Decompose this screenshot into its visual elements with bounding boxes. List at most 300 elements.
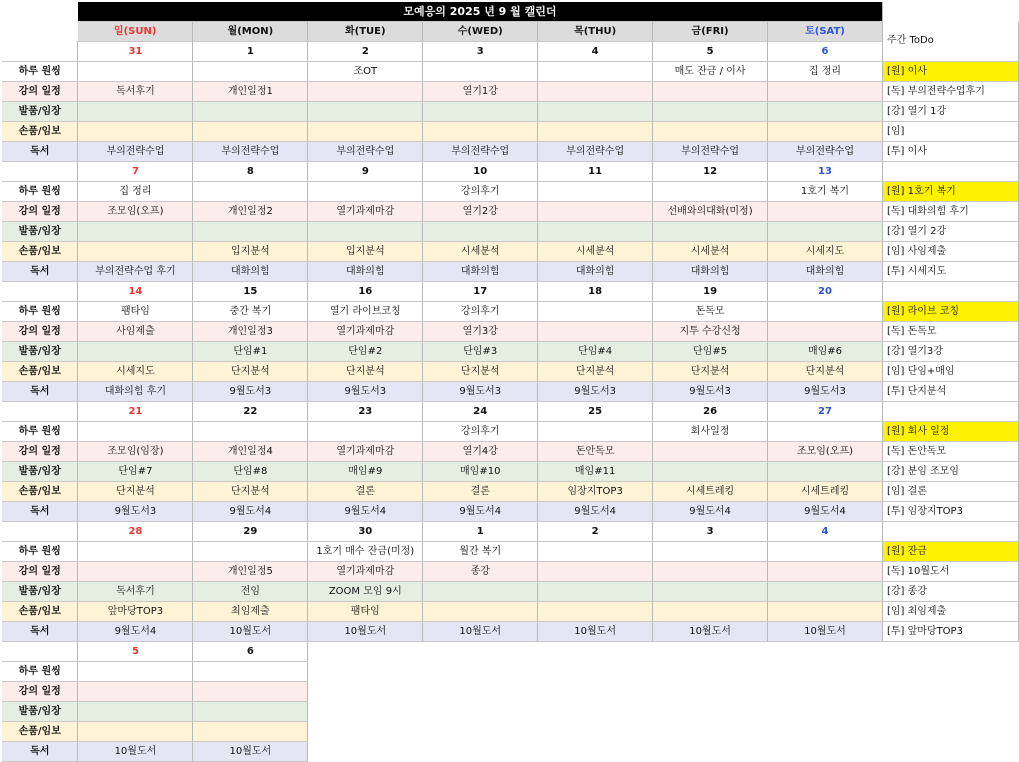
date-row-label	[2, 402, 78, 422]
calendar-cell[interactable]: 선배와의대화(미정)	[653, 202, 768, 222]
calendar-cell[interactable]	[423, 602, 538, 622]
calendar-cell[interactable]	[653, 462, 768, 482]
calendar-cell[interactable]: 9월도서3	[193, 382, 308, 402]
calendar-cell[interactable]	[653, 182, 768, 202]
calendar-cell[interactable]: 열기 라이브코칭	[308, 302, 423, 322]
weekly-todo-highlight[interactable]: [원] 1호기 복기	[882, 182, 1018, 202]
calendar-cell[interactable]: 시세지도	[768, 242, 883, 262]
calendar-cell[interactable]	[193, 702, 308, 722]
calendar-cell[interactable]: 단지분석	[193, 482, 308, 502]
calendar-cell[interactable]	[538, 582, 653, 602]
date-cell[interactable]: 19	[653, 282, 768, 302]
calendar-table	[2, 2, 1019, 762]
row-label: 발품/임장	[2, 102, 78, 122]
calendar-cell[interactable]: 단지분석	[308, 362, 423, 382]
calendar-cell[interactable]: 1호기 복기	[768, 182, 883, 202]
weekly-todo-item[interactable]: [임] 사임제출	[882, 242, 1018, 262]
calendar-cell[interactable]: 부의전략수업	[78, 142, 193, 162]
weekly-todo-item[interactable]: [투] 단지분석	[882, 382, 1018, 402]
calendar-cell[interactable]: 팸타임	[78, 302, 193, 322]
calendar-cell[interactable]	[653, 222, 768, 242]
calendar-cell[interactable]: 결론	[423, 482, 538, 502]
calendar-cell[interactable]: 단지분석	[768, 362, 883, 382]
calendar-cell[interactable]: 부의전략수업	[193, 142, 308, 162]
calendar-cell[interactable]: 9월도서3	[308, 382, 423, 402]
calendar-cell[interactable]	[768, 302, 883, 322]
calendar-cell[interactable]	[78, 662, 193, 682]
calendar-cell[interactable]: 대화의힘	[308, 262, 423, 282]
calendar-cell[interactable]: ZOOM 모임 9시	[308, 582, 423, 602]
calendar-cell[interactable]	[308, 82, 423, 102]
todo-spacer	[882, 282, 1018, 302]
calendar-cell[interactable]	[78, 562, 193, 582]
row-label: 독서	[2, 502, 78, 522]
calendar-cell[interactable]: 시세분석	[538, 242, 653, 262]
row-label: 하루 원씽	[2, 542, 78, 562]
weekly-todo-item[interactable]: [강] 열기 2강	[882, 222, 1018, 242]
calendar-cell[interactable]: 단지분석	[538, 362, 653, 382]
date-cell[interactable]: 17	[423, 282, 538, 302]
calendar-cell[interactable]: 대화의힘	[193, 262, 308, 282]
row-label: 강의 일정	[2, 82, 78, 102]
weekly-todo-item[interactable]: [투] 시세지도	[882, 262, 1018, 282]
calendar-cell[interactable]	[538, 602, 653, 622]
calendar-cell[interactable]	[768, 602, 883, 622]
calendar-cell[interactable]	[193, 662, 308, 682]
weekly-todo-item[interactable]: [강] 분임 조모임	[882, 462, 1018, 482]
date-cell[interactable]: 2	[308, 42, 423, 62]
calendar-cell[interactable]	[768, 422, 883, 442]
calendar-cell[interactable]: 부의전략수업	[538, 142, 653, 162]
calendar-cell[interactable]	[538, 422, 653, 442]
calendar-cell[interactable]	[423, 102, 538, 122]
calendar-cell[interactable]	[193, 62, 308, 82]
calendar-cell[interactable]	[653, 542, 768, 562]
calendar-cell[interactable]: 부의전략수업 후기	[78, 262, 193, 282]
calendar-cell[interactable]: 개인일정1	[193, 82, 308, 102]
date-row-label	[2, 162, 78, 182]
row-label: 독서	[2, 742, 78, 762]
calendar-cell[interactable]	[768, 122, 883, 142]
calendar-cell[interactable]: 시세분석	[423, 242, 538, 262]
weekly-todo-item[interactable]: [투] 이사	[882, 142, 1018, 162]
date-cell[interactable]: 31	[78, 42, 193, 62]
calendar-cell[interactable]	[768, 562, 883, 582]
calendar-cell[interactable]	[768, 462, 883, 482]
calendar-cell[interactable]: 조모임(오프)	[768, 442, 883, 462]
calendar-cell[interactable]: 열기2강	[423, 202, 538, 222]
row-label: 하루 원씽	[2, 302, 78, 322]
row-label: 손품/임보	[2, 722, 78, 742]
weekday-header: 금(FRI)	[653, 22, 768, 42]
date-cell[interactable]: 4	[768, 522, 883, 542]
calendar-cell[interactable]	[78, 122, 193, 142]
calendar-cell[interactable]: 9월도서4	[193, 502, 308, 522]
calendar-cell[interactable]	[78, 682, 193, 702]
todo-spacer	[882, 162, 1018, 182]
calendar-cell[interactable]	[653, 562, 768, 582]
calendar-cell[interactable]	[538, 542, 653, 562]
date-cell[interactable]: 6	[193, 642, 308, 662]
calendar-cell[interactable]: 열기1강	[423, 82, 538, 102]
calendar-cell[interactable]: 종강	[423, 562, 538, 582]
calendar-cell[interactable]: 10월도서	[768, 622, 883, 642]
weekly-todo-highlight[interactable]: [원] 잔금	[882, 542, 1018, 562]
calendar-cell[interactable]	[193, 422, 308, 442]
calendar-cell[interactable]: 월간 복기	[423, 542, 538, 562]
corner-blank-right	[882, 2, 1018, 22]
calendar-cell[interactable]	[423, 122, 538, 142]
calendar-cell[interactable]: 입지분석	[308, 242, 423, 262]
calendar-cell[interactable]	[538, 202, 653, 222]
weekly-todo-item[interactable]: [임]	[882, 122, 1018, 142]
weekly-todo-item[interactable]: [임] 단임+매임	[882, 362, 1018, 382]
row-label: 손품/임보	[2, 242, 78, 262]
calendar-cell[interactable]: 회사일정	[653, 422, 768, 442]
calendar-cell[interactable]	[653, 122, 768, 142]
calendar-cell[interactable]	[538, 82, 653, 102]
date-cell[interactable]: 6	[768, 42, 883, 62]
row-label: 하루 원씽	[2, 182, 78, 202]
calendar-cell[interactable]: 단임#1	[193, 342, 308, 362]
calendar-cell[interactable]: 사임제출	[78, 322, 193, 342]
calendar-cell[interactable]: 단지분석	[193, 362, 308, 382]
calendar-cell[interactable]: 부의전략수업	[653, 142, 768, 162]
date-cell[interactable]: 10	[423, 162, 538, 182]
calendar-cell[interactable]: 앞마당TOP3	[78, 602, 193, 622]
calendar-cell[interactable]: 독서후기	[78, 82, 193, 102]
calendar-cell[interactable]: 지투 수강신청	[653, 322, 768, 342]
calendar-cell[interactable]	[768, 542, 883, 562]
calendar-cell[interactable]: 조OT	[308, 62, 423, 82]
calendar-cell[interactable]: 임장지TOP3	[538, 482, 653, 502]
calendar-cell[interactable]	[193, 542, 308, 562]
calendar-cell[interactable]: 열기4강	[423, 442, 538, 462]
weekly-todo-item[interactable]: [독] 돈안독모	[882, 442, 1018, 462]
weekday-header: 월(MON)	[193, 22, 308, 42]
calendar-cell[interactable]	[538, 122, 653, 142]
calendar-cell[interactable]: 단임#5	[653, 342, 768, 362]
date-cell[interactable]: 11	[538, 162, 653, 182]
todo-spacer	[882, 402, 1018, 422]
calendar-cell[interactable]	[768, 202, 883, 222]
calendar-cell[interactable]: 개인일정4	[193, 442, 308, 462]
calendar-cell[interactable]	[78, 542, 193, 562]
calendar-cell[interactable]: 대화의힘	[768, 262, 883, 282]
calendar-cell[interactable]	[308, 122, 423, 142]
calendar-cell[interactable]	[538, 562, 653, 582]
header-blank	[2, 22, 78, 42]
calendar-cell[interactable]	[538, 182, 653, 202]
calendar-cell[interactable]: 시세트레킹	[653, 482, 768, 502]
calendar-cell[interactable]: 매임#11	[538, 462, 653, 482]
row-label: 하루 원씽	[2, 422, 78, 442]
date-cell[interactable]: 3	[653, 522, 768, 542]
weekly-todo-highlight[interactable]: [원] 회사 일정	[882, 422, 1018, 442]
calendar-cell[interactable]: 매임#10	[423, 462, 538, 482]
row-label: 독서	[2, 622, 78, 642]
row-label: 강의 일정	[2, 562, 78, 582]
calendar-cell[interactable]: 대화의힘 후기	[78, 382, 193, 402]
row-label: 강의 일정	[2, 442, 78, 462]
calendar-cell[interactable]	[193, 122, 308, 142]
weekly-todo-header: 주간 ToDo	[882, 22, 1018, 62]
calendar-cell[interactable]	[653, 442, 768, 462]
row-label: 손품/임보	[2, 482, 78, 502]
calendar-cell[interactable]: 열기과제마감	[308, 322, 423, 342]
calendar-cell[interactable]	[768, 322, 883, 342]
calendar-cell[interactable]: 단임#4	[538, 342, 653, 362]
calendar-cell[interactable]: 집 정리	[768, 62, 883, 82]
calendar-cell[interactable]: 대화의힘	[538, 262, 653, 282]
calendar-cell[interactable]: 시세분석	[653, 242, 768, 262]
calendar-cell[interactable]	[423, 582, 538, 602]
date-cell[interactable]: 15	[193, 282, 308, 302]
calendar-cell[interactable]: 팸타임	[308, 602, 423, 622]
date-cell[interactable]: 24	[423, 402, 538, 422]
calendar-cell[interactable]: 부의전략수업	[308, 142, 423, 162]
calendar-cell[interactable]: 1호기 매수 잔금(미정)	[308, 542, 423, 562]
date-cell[interactable]: 16	[308, 282, 423, 302]
calendar-cell[interactable]	[78, 62, 193, 82]
calendar-cell[interactable]: 단임#3	[423, 342, 538, 362]
calendar-cell[interactable]: 돈독모	[653, 302, 768, 322]
calendar-cell[interactable]	[78, 242, 193, 262]
calendar-cell[interactable]	[538, 62, 653, 82]
calendar-cell[interactable]	[78, 222, 193, 242]
calendar-cell[interactable]: 집 정리	[78, 182, 193, 202]
calendar-cell[interactable]: 9월도서3	[768, 382, 883, 402]
calendar-cell[interactable]: 단지분석	[423, 362, 538, 382]
calendar-cell[interactable]: 단임#7	[78, 462, 193, 482]
weekly-todo-item[interactable]: [독] 10월도서	[882, 562, 1018, 582]
date-cell[interactable]: 5	[653, 42, 768, 62]
calendar-cell[interactable]: 단지분석	[653, 362, 768, 382]
calendar-cell[interactable]: 10월도서	[653, 622, 768, 642]
calendar-cell[interactable]: 10월도서	[423, 622, 538, 642]
calendar-cell[interactable]	[308, 182, 423, 202]
calendar-cell[interactable]: 9월도서4	[308, 502, 423, 522]
calendar-cell[interactable]: 단지분석	[78, 482, 193, 502]
calendar-cell[interactable]: 부의전략수업	[423, 142, 538, 162]
calendar-cell[interactable]: 열기과제마감	[308, 442, 423, 462]
weekly-todo-highlight[interactable]: [원] 이사	[882, 62, 1018, 82]
calendar-cell[interactable]: 9월도서3	[423, 382, 538, 402]
calendar-cell[interactable]	[423, 62, 538, 82]
date-cell[interactable]: 2	[538, 522, 653, 542]
calendar-cell[interactable]: 매임#9	[308, 462, 423, 482]
weekday-header: 일(SUN)	[78, 22, 193, 42]
calendar-cell[interactable]: 9월도서4	[653, 502, 768, 522]
calendar-cell[interactable]	[193, 722, 308, 742]
empty-space	[308, 722, 1019, 742]
row-label: 하루 원씽	[2, 62, 78, 82]
empty-space	[308, 642, 1019, 662]
weekly-todo-item[interactable]: [투] 임장지TOP3	[882, 502, 1018, 522]
row-label: 독서	[2, 142, 78, 162]
calendar-cell[interactable]: 열기3강	[423, 322, 538, 342]
calendar-cell[interactable]	[768, 582, 883, 602]
date-cell[interactable]: 8	[193, 162, 308, 182]
calendar-cell[interactable]: 입지분석	[193, 242, 308, 262]
calendar-cell[interactable]: 시세지도	[78, 362, 193, 382]
calendar-title: 모예응의 2025 년 9 월 캘린더	[78, 2, 883, 22]
date-cell[interactable]: 21	[78, 402, 193, 422]
calendar-cell[interactable]: 9월도서4	[423, 502, 538, 522]
calendar-cell[interactable]: 조모임(오프)	[78, 202, 193, 222]
date-cell[interactable]: 25	[538, 402, 653, 422]
todo-spacer	[882, 522, 1018, 542]
calendar-cell[interactable]	[538, 322, 653, 342]
weekly-todo-item[interactable]: [독] 부의전략수업후기	[882, 82, 1018, 102]
row-label: 발품/임장	[2, 222, 78, 242]
date-cell[interactable]: 26	[653, 402, 768, 422]
calendar-cell[interactable]	[538, 102, 653, 122]
calendar-cell[interactable]	[538, 302, 653, 322]
date-cell[interactable]: 4	[538, 42, 653, 62]
calendar-cell[interactable]: 부의전략수업	[768, 142, 883, 162]
calendar-cell[interactable]: 10월도서	[308, 622, 423, 642]
calendar-cell[interactable]	[193, 102, 308, 122]
calendar-cell[interactable]: 9월도서3	[538, 382, 653, 402]
calendar-cell[interactable]: 9월도서4	[538, 502, 653, 522]
date-cell[interactable]: 28	[78, 522, 193, 542]
calendar-cell[interactable]: 결론	[308, 482, 423, 502]
weekday-header: 화(TUE)	[308, 22, 423, 42]
calendar-cell[interactable]	[193, 182, 308, 202]
calendar-cell[interactable]: 시세트레킹	[768, 482, 883, 502]
date-cell[interactable]: 27	[768, 402, 883, 422]
date-cell[interactable]: 5	[78, 642, 193, 662]
calendar-cell[interactable]	[653, 582, 768, 602]
calendar-cell[interactable]: 매도 잔금 / 이사	[653, 62, 768, 82]
weekly-todo-item[interactable]: [독] 돈독모	[882, 322, 1018, 342]
date-cell[interactable]: 1	[423, 522, 538, 542]
calendar-cell[interactable]: 단임#8	[193, 462, 308, 482]
row-label: 손품/임보	[2, 362, 78, 382]
calendar-cell[interactable]: 개인일정3	[193, 322, 308, 342]
date-cell[interactable]: 29	[193, 522, 308, 542]
calendar-cell[interactable]	[308, 102, 423, 122]
row-label: 강의 일정	[2, 682, 78, 702]
weekday-header: 수(WED)	[423, 22, 538, 42]
calendar-cell[interactable]	[78, 702, 193, 722]
empty-space	[308, 662, 1019, 682]
calendar-cell[interactable]	[308, 222, 423, 242]
date-row-label	[2, 42, 78, 62]
weekly-todo-item[interactable]: [강] 열기3강	[882, 342, 1018, 362]
calendar-cell[interactable]: 최임제출	[193, 602, 308, 622]
weekly-todo-highlight[interactable]: [원] 라이브 코칭	[882, 302, 1018, 322]
weekly-todo-item[interactable]: [강] 종강	[882, 582, 1018, 602]
weekly-todo-item[interactable]: [임] 결론	[882, 482, 1018, 502]
calendar-cell[interactable]: 전임	[193, 582, 308, 602]
calendar-cell[interactable]: 9월도서3	[78, 502, 193, 522]
row-label: 발품/임장	[2, 582, 78, 602]
calendar-cell[interactable]	[78, 422, 193, 442]
date-cell[interactable]: 9	[308, 162, 423, 182]
weekly-todo-item[interactable]: [강] 열기 1강	[882, 102, 1018, 122]
weekday-header: 토(SAT)	[768, 22, 883, 42]
calendar-cell[interactable]: 9월도서3	[653, 382, 768, 402]
row-label: 독서	[2, 262, 78, 282]
row-label: 손품/임보	[2, 122, 78, 142]
calendar-cell[interactable]: 대화의힘	[653, 262, 768, 282]
calendar-cell[interactable]: 열기과제마감	[308, 202, 423, 222]
date-cell[interactable]: 12	[653, 162, 768, 182]
weekly-todo-item[interactable]: [독] 대화의힘 후기	[882, 202, 1018, 222]
calendar-cell[interactable]: 열기과제마감	[308, 562, 423, 582]
calendar-cell[interactable]	[538, 222, 653, 242]
calendar-cell[interactable]: 10월도서	[538, 622, 653, 642]
calendar-cell[interactable]	[768, 82, 883, 102]
calendar-cell[interactable]: 강의후기	[423, 182, 538, 202]
row-label: 독서	[2, 382, 78, 402]
date-row-label	[2, 642, 78, 662]
calendar-cell[interactable]: 9월도서4	[768, 502, 883, 522]
calendar-cell[interactable]	[78, 342, 193, 362]
calendar-cell[interactable]: 강의후기	[423, 302, 538, 322]
empty-space	[308, 682, 1019, 702]
row-label: 강의 일정	[2, 202, 78, 222]
date-row-label	[2, 522, 78, 542]
calendar-cell[interactable]	[193, 222, 308, 242]
calendar-cell[interactable]: 매임#6	[768, 342, 883, 362]
calendar-cell[interactable]: 조모임(임장)	[78, 442, 193, 462]
row-label: 발품/임장	[2, 342, 78, 362]
calendar-cell[interactable]: 대화의힘	[423, 262, 538, 282]
calendar-cell[interactable]: 10월도서	[78, 742, 193, 762]
calendar-cell[interactable]: 9월도서4	[78, 622, 193, 642]
calendar-cell[interactable]: 독서후기	[78, 582, 193, 602]
date-row-label	[2, 282, 78, 302]
date-cell[interactable]: 14	[78, 282, 193, 302]
date-cell[interactable]: 1	[193, 42, 308, 62]
calendar-cell[interactable]	[653, 82, 768, 102]
calendar-cell[interactable]	[78, 722, 193, 742]
calendar-cell[interactable]: 10월도서	[193, 742, 308, 762]
row-label: 강의 일정	[2, 322, 78, 342]
calendar-cell[interactable]	[308, 422, 423, 442]
calendar-cell[interactable]: 돈안독모	[538, 442, 653, 462]
calendar-cell[interactable]	[768, 222, 883, 242]
calendar-cell[interactable]: 개인일정5	[193, 562, 308, 582]
calendar-cell[interactable]	[193, 682, 308, 702]
date-cell[interactable]: 13	[768, 162, 883, 182]
calendar-cell[interactable]	[653, 602, 768, 622]
calendar-cell[interactable]: 개인일정2	[193, 202, 308, 222]
calendar-cell[interactable]	[423, 222, 538, 242]
calendar-cell[interactable]	[78, 102, 193, 122]
row-label: 손품/임보	[2, 602, 78, 622]
calendar-cell[interactable]	[653, 102, 768, 122]
calendar-cell[interactable]: 10월도서	[193, 622, 308, 642]
calendar-cell[interactable]	[768, 102, 883, 122]
row-label: 발품/임장	[2, 462, 78, 482]
date-cell[interactable]: 7	[78, 162, 193, 182]
calendar-cell[interactable]: 중간 복기	[193, 302, 308, 322]
weekly-todo-item[interactable]: [투] 앞마당TOP3	[882, 622, 1018, 642]
weekly-todo-item[interactable]: [임] 최임제출	[882, 602, 1018, 622]
calendar-cell[interactable]: 단임#2	[308, 342, 423, 362]
calendar-cell[interactable]: 강의후기	[423, 422, 538, 442]
date-cell[interactable]: 18	[538, 282, 653, 302]
date-cell[interactable]: 22	[193, 402, 308, 422]
date-cell[interactable]: 20	[768, 282, 883, 302]
date-cell[interactable]: 30	[308, 522, 423, 542]
date-cell[interactable]: 3	[423, 42, 538, 62]
date-cell[interactable]: 23	[308, 402, 423, 422]
